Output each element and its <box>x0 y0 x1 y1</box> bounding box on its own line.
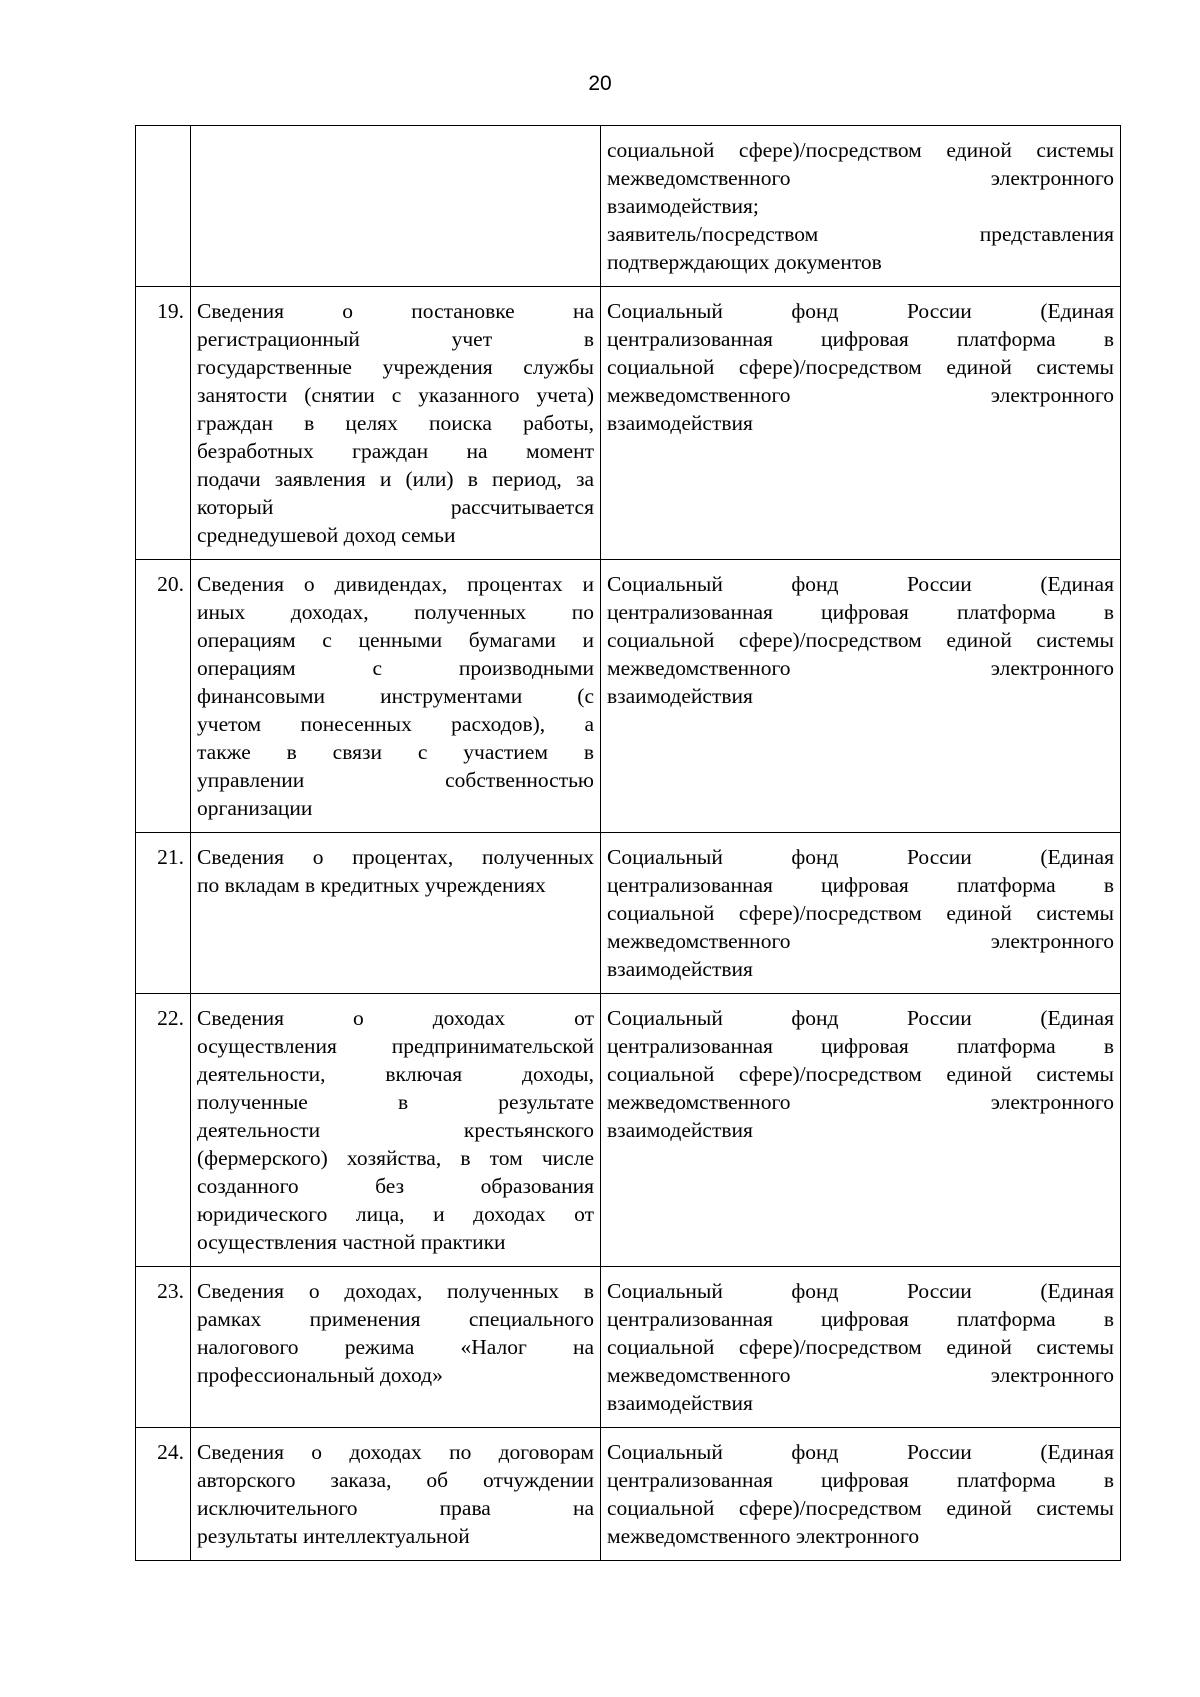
text-line: централизованная цифровая платформа в <box>607 1034 1114 1058</box>
table-row <box>136 287 1121 560</box>
text-line: осуществления предпринимательской <box>197 1034 594 1058</box>
text-line: осуществления частной практики <box>197 1230 506 1254</box>
description-cell <box>191 1267 601 1428</box>
table-row <box>136 126 1121 287</box>
text-line: государственные учреждения службы <box>197 355 594 379</box>
text-line: который рассчитывается <box>197 495 594 519</box>
text-line: социальной сфере)/посредством единой системы <box>607 901 1114 925</box>
text-line: Социальный фонд России (Единая <box>607 1440 1114 1464</box>
text-line: взаимодействия <box>607 1391 753 1415</box>
text-line: Сведения о процентах, полученных <box>197 845 594 869</box>
text-line: Сведения о постановке на <box>197 299 594 323</box>
text-line: учетом понесенных расходов), а <box>197 712 594 736</box>
row-number: 20. <box>136 560 191 833</box>
text-line: Сведения о доходах, полученных в <box>197 1279 594 1303</box>
row-number: 24. <box>136 1428 191 1561</box>
text-line: централизованная цифровая платформа в <box>607 600 1114 624</box>
source-cell <box>601 994 1121 1267</box>
table-row <box>136 1267 1121 1428</box>
text-line: Сведения о доходах по договорам <box>197 1440 594 1464</box>
table-row <box>136 560 1121 833</box>
text-line: взаимодействия <box>607 411 753 435</box>
description-cell <box>191 833 601 994</box>
table-row <box>136 994 1121 1267</box>
text-line: централизованная цифровая платформа в <box>607 1468 1114 1492</box>
text-line: среднедушевой доход семьи <box>197 523 456 547</box>
text-line: занятости (снятии с указанного учета) <box>197 383 594 407</box>
text-line: по вкладам в кредитных учреждениях <box>197 873 546 897</box>
text-line: деятельности, включая доходы, <box>197 1062 594 1086</box>
table-row <box>136 833 1121 994</box>
document-table <box>135 125 1121 1561</box>
text-line: взаимодействия <box>607 957 753 981</box>
text-line: Социальный фонд России (Единая <box>607 572 1114 596</box>
description-cell <box>191 126 601 287</box>
text-line: социальной сфере)/посредством единой системы <box>607 355 1114 379</box>
description-cell <box>191 1428 601 1561</box>
row-number: 23. <box>136 1267 191 1428</box>
text-line: социальной сфере)/посредством единой системы <box>607 1335 1114 1359</box>
row-number: 21. <box>136 833 191 994</box>
text-line: централизованная цифровая платформа в <box>607 1307 1114 1331</box>
text-line: социальной сфере)/посредством единой системы <box>607 138 1114 162</box>
text-line: граждан в целях поиска работы, <box>197 411 594 435</box>
page-number: 20 <box>588 72 612 95</box>
text-line: Социальный фонд России (Единая <box>607 845 1114 869</box>
text-line: межведомственного электронного <box>607 929 1114 953</box>
text-line: централизованная цифровая платформа в <box>607 873 1114 897</box>
text-line: иных доходах, полученных по <box>197 600 594 624</box>
text-line: исключительного права на <box>197 1496 594 1520</box>
text-line: Сведения о дивидендах, процентах и <box>197 572 594 596</box>
text-line: Социальный фонд России (Единая <box>607 1006 1114 1030</box>
text-line: профессиональный доход» <box>197 1363 443 1387</box>
text-line: деятельности крестьянского <box>197 1118 594 1142</box>
description-cell <box>191 560 601 833</box>
text-line: операциям с производными <box>197 656 594 680</box>
text-line: полученные в результате <box>197 1090 594 1114</box>
text-line: межведомственного электронного <box>607 1363 1114 1387</box>
text-line: результаты интеллектуальной <box>197 1524 470 1548</box>
text-line: налогового режима «Налог на <box>197 1335 594 1359</box>
text-line: юридического лица, и доходах от <box>197 1202 594 1226</box>
text-line: заявитель/посредством представления <box>607 222 1114 246</box>
row-number <box>136 126 191 287</box>
text-line: взаимодействия; <box>607 194 759 218</box>
description-cell <box>191 287 601 560</box>
text-line: подачи заявления и (или) в период, за <box>197 467 594 491</box>
text-line: Социальный фонд России (Единая <box>607 1279 1114 1303</box>
source-cell <box>601 1267 1121 1428</box>
text-line: взаимодействия <box>607 1118 753 1142</box>
text-line: подтверждающих документов <box>607 250 882 274</box>
text-line: также в связи с участием в <box>197 740 594 764</box>
row-number: 22. <box>136 994 191 1267</box>
text-line: Сведения о доходах от <box>197 1006 594 1030</box>
text-line: рамках применения специального <box>197 1307 594 1331</box>
text-line: авторского заказа, об отчуждении <box>197 1468 594 1492</box>
text-line: межведомственного электронного <box>607 656 1114 680</box>
source-cell <box>601 560 1121 833</box>
table-row <box>136 1428 1121 1561</box>
text-line: централизованная цифровая платформа в <box>607 327 1114 351</box>
text-line: социальной сфере)/посредством единой системы <box>607 1062 1114 1086</box>
text-line: Социальный фонд России (Единая <box>607 299 1114 323</box>
text-line: безработных граждан на момент <box>197 439 594 463</box>
source-cell <box>601 287 1121 560</box>
text-line: управлении собственностью <box>197 768 594 792</box>
text-line: межведомственного электронного <box>607 166 1114 190</box>
text-line: взаимодействия <box>607 684 753 708</box>
text-line: операциям с ценными бумагами и <box>197 628 594 652</box>
source-cell <box>601 833 1121 994</box>
text-line: социальной сфере)/посредством единой системы <box>607 1496 1114 1520</box>
text-line: финансовыми инструментами (с <box>197 684 594 708</box>
source-cell <box>601 1428 1121 1561</box>
text-line: межведомственного электронного <box>607 1524 920 1548</box>
text-line: регистрационный учет в <box>197 327 594 351</box>
description-cell <box>191 994 601 1267</box>
text-line: социальной сфере)/посредством единой системы <box>607 628 1114 652</box>
row-number: 19. <box>136 287 191 560</box>
text-line: организации <box>197 796 313 820</box>
text-line: созданного без образования <box>197 1174 594 1198</box>
text-line: межведомственного электронного <box>607 1090 1114 1114</box>
source-cell <box>601 126 1121 287</box>
text-line: (фермерского) хозяйства, в том числе <box>197 1146 594 1170</box>
text-line: межведомственного электронного <box>607 383 1114 407</box>
